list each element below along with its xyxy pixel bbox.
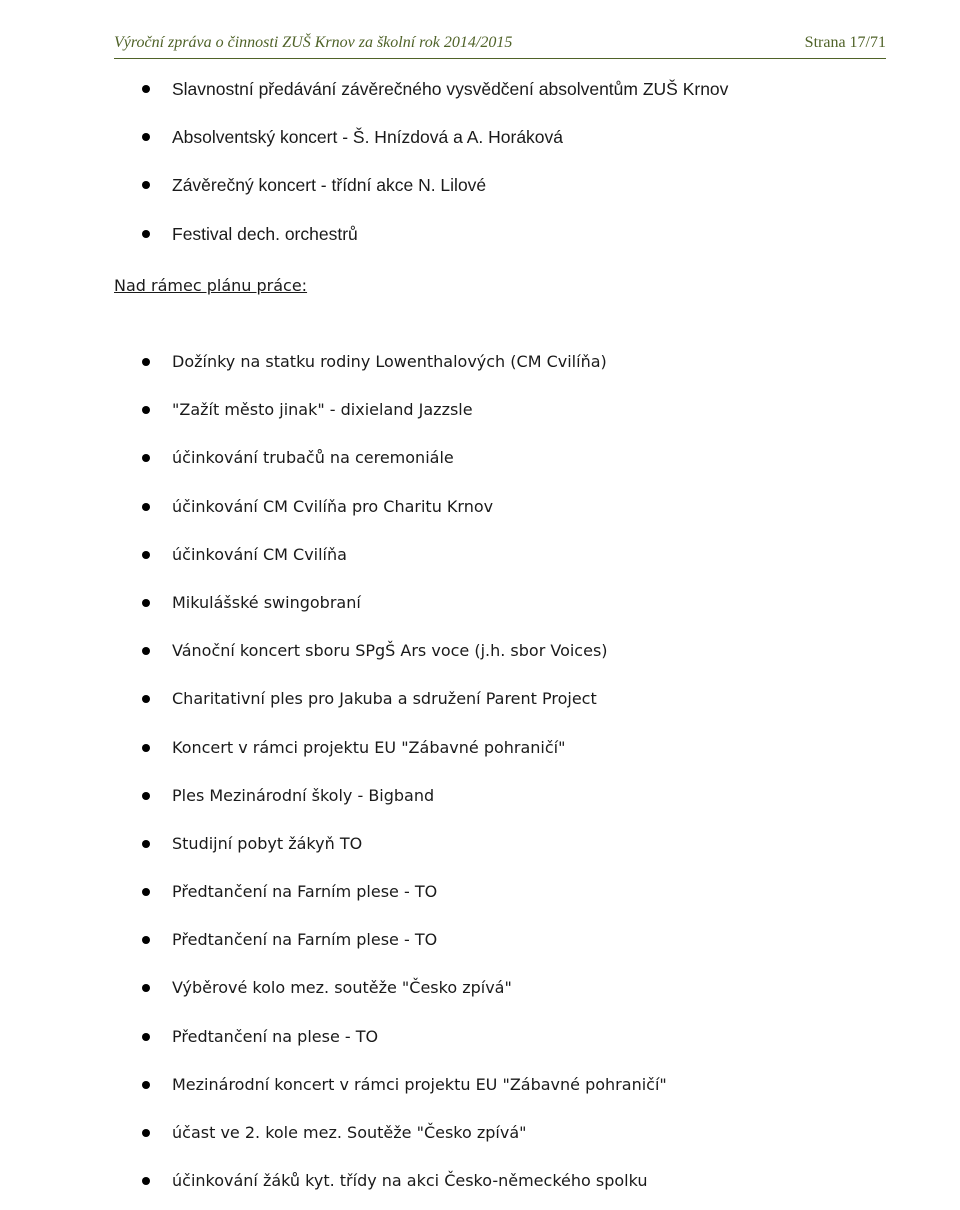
list-item-text: Studijní pobyt žákyň TO	[172, 833, 363, 853]
list-item	[142, 1066, 667, 1114]
list-item	[142, 439, 667, 487]
list-item-text: účinkování trubačů na ceremoniále	[172, 448, 454, 468]
list-item	[142, 166, 728, 214]
header-title: Výroční zpráva o činnosti ZUŠ Krnov za školní rok 2014/2015	[114, 34, 513, 51]
planned-events-list	[142, 70, 728, 263]
bullet-icon	[142, 1081, 150, 1089]
list-item-text: Charitativní ples pro Jakuba a sdružení Parent Project	[172, 689, 597, 709]
list-item-text: Předtančení na Farním plese - TO	[172, 882, 438, 902]
bullet-icon	[142, 133, 150, 141]
bullet-icon	[142, 551, 150, 559]
section-heading: Nad rámec plánu práce:	[114, 276, 308, 295]
bullet-icon	[142, 1177, 150, 1185]
list-item	[142, 873, 667, 921]
bullet-icon	[142, 695, 150, 703]
bullet-icon	[142, 1129, 150, 1137]
list-item-text: Koncert v rámci projektu EU "Zábavné pohraničí"	[172, 737, 566, 757]
bullet-icon	[142, 744, 150, 752]
list-item	[142, 680, 667, 728]
header-rule	[114, 58, 886, 59]
list-item-text: Slavnostní předávání závěrečného vysvědčení absolventům ZUŠ Krnov	[172, 79, 729, 99]
list-item-text: Předtančení na plese - TO	[172, 1026, 379, 1046]
extra-events-list	[142, 343, 667, 1210]
list-item-text: účinkování žáků kyt. třídy na akci Česko-německého spolku	[172, 1171, 648, 1191]
list-item-text: Předtančení na Farním plese - TO	[172, 930, 438, 950]
bullet-icon	[142, 503, 150, 511]
list-item	[142, 215, 728, 263]
list-item-text: Vánoční koncert sboru SPgŠ Ars voce (j.h. sbor Voices)	[172, 641, 608, 661]
list-item-text: Absolventský koncert - Š. Hnízdová a A. Horáková	[172, 127, 564, 148]
bullet-icon	[142, 792, 150, 800]
bullet-icon	[142, 888, 150, 896]
bullet-icon	[142, 1033, 150, 1041]
list-item	[142, 391, 667, 439]
bullet-icon	[142, 647, 150, 655]
list-item	[142, 921, 667, 969]
list-item-text: Výběrové kolo mez. soutěže "Česko zpívá"	[172, 978, 512, 998]
page-number: Strana 17/71	[804, 34, 886, 51]
list-item	[142, 729, 667, 777]
bullet-icon	[142, 984, 150, 992]
list-item-text: Závěrečný koncert - třídní akce N. Lilové	[172, 175, 487, 196]
list-item-text: "Zažít město jinak" - dixieland Jazzsle	[172, 400, 473, 420]
list-item-text: Festival dech. orchestrů	[172, 223, 358, 244]
list-item	[142, 825, 667, 873]
list-item-text: účinkování CM Cvilíňa pro Charitu Krnov	[172, 496, 494, 516]
list-item	[142, 1114, 667, 1162]
list-item-text: Mikulášské swingobraní	[172, 592, 361, 612]
list-item	[142, 118, 728, 166]
bullet-icon	[142, 406, 150, 414]
bullet-icon	[142, 936, 150, 944]
list-item-text: účast ve 2. kole mez. Soutěže "Česko zpívá"	[172, 1123, 527, 1142]
list-item	[142, 969, 667, 1017]
list-item-text: Mezinárodní koncert v rámci projektu EU "Zábavné pohraničí"	[172, 1074, 667, 1094]
bullet-icon	[142, 599, 150, 607]
list-item-text: Ples Mezinárodní školy - Bigband	[172, 785, 435, 805]
bullet-icon	[142, 840, 150, 848]
list-item	[142, 488, 667, 536]
bullet-icon	[142, 230, 150, 238]
list-item	[142, 584, 667, 632]
bullet-icon	[142, 85, 150, 93]
list-item	[142, 70, 728, 118]
list-item-text: Dožínky na statku rodiny Lowenthalových (CM Cvilíňa)	[172, 352, 607, 371]
list-item	[142, 1018, 667, 1066]
list-item	[142, 777, 667, 825]
list-item	[142, 536, 667, 584]
list-item	[142, 1162, 667, 1210]
list-item	[142, 343, 667, 391]
list-item	[142, 632, 667, 680]
list-item-text: účinkování CM Cvilíňa	[172, 544, 347, 564]
bullet-icon	[142, 358, 150, 366]
bullet-icon	[142, 181, 150, 189]
bullet-icon	[142, 454, 150, 462]
